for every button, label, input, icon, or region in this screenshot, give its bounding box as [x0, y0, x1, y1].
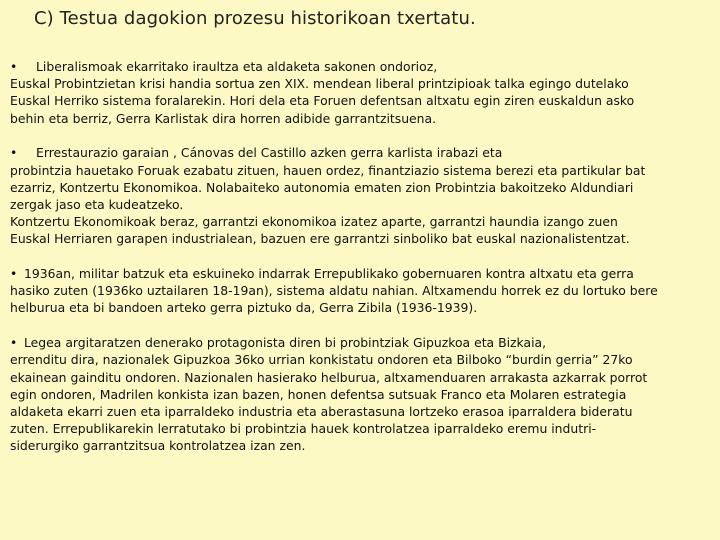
paragraph-line: egin ondoren, Madrilen konkista izan bazen, honen defentsa sutsuak Franco eta Molaren estrategia: [10, 386, 627, 402]
paragraph-line: behin eta berriz, Gerra Karlistak dira horren adibide garrantzitsuena.: [10, 110, 437, 126]
paragraph-line: Euskal Herriko sistema foralarekin. Hori dela eta Foruen defentsan altxatu egin ziren euskaldun asko: [10, 93, 635, 109]
line-text: Legea argitaratzen denerako protagonista diren bi probintziak Gipuzkoa eta Bizkaia,: [24, 335, 547, 351]
paragraph-line: helburua eta bi bandoen arteko gerra piztuko da, Gerra Zibila (1936-1939).: [10, 300, 478, 316]
line-text: 1936an, militar batzuk eta eskuineko indarrak Errepublikako gobernuaren kontra altxatu eta gerra: [24, 266, 634, 282]
paragraph-line: aldaketa ekarri zuen eta iparraldeko industria eta aberastasuna lortzeko erasoa iparraldera bideratu: [10, 403, 633, 419]
paragraph-liberalism: [10, 58, 710, 127]
paragraph-line: siderurgiko garrantzitsua kontrolatzea izan zen.: [10, 438, 306, 454]
paragraph-line: ekainean gainditu ondoren. Nazionalen hasierako helburua, altxamenduaren arrakasta azkarrak porrot: [10, 369, 648, 385]
paragraph-line: [10, 265, 710, 282]
bullet-icon: •: [10, 335, 18, 351]
paragraph-civil-war: [10, 265, 710, 317]
slide-title: C) Testua dagokion prozesu historikoan txertatu.: [34, 8, 476, 29]
paragraph-line: [10, 334, 710, 351]
paragraph-line: Euskal Probintzietan krisi handia sortua zen XIX. mendean liberal printzipioak talka egingo dutelako: [10, 76, 629, 92]
paragraph-line: zergak jaso eta kudeatzeko.: [10, 196, 184, 212]
paragraph-law: [10, 334, 710, 454]
bullet-icon: •: [10, 59, 18, 74]
paragraph-line: ezarriz, Kontzertu Ekonomikoa. Nolabaiteko autonomia ematen zion Probintzia bakoitzeko Aldundiari: [10, 179, 634, 195]
paragraph-line: zuten. Errepublikarekin lerratutako bi probintzia hauek kontrolatzea iparraldeko eremu indutri-: [10, 421, 597, 437]
line-text: Errestaurazio garaian , Cánovas del Castillo azken gerra karlista irabazi eta: [36, 145, 503, 161]
paragraph-line: Kontzertu Ekonomikoak beraz, garrantzi ekonomikoa izatez aparte, garrantzi haundia izango zuen: [10, 214, 618, 230]
paragraph-line: probintzia hauetako Foruak ezabatu zituen, hauen ordez, finantziazio sistema berezi eta partikular bat: [10, 162, 646, 178]
paragraph-line: errenditu dira, nazionalek Gipuzkoa 36ko urrian konkistatu ondoren eta Bilboko “burdin gerria” 27ko: [10, 352, 633, 368]
paragraph-line: [10, 58, 710, 75]
paragraph-line: hasiko zuten (1936ko uztailaren 18-19an), sistema aldatu nahian. Altxamendu horrek ez du lortuko bere: [10, 283, 658, 299]
bullet-icon: •: [10, 266, 18, 282]
paragraph-line: [10, 144, 710, 161]
line-text: Liberalismoak ekarritako iraultza eta aldaketa sakonen ondorioz,: [36, 59, 438, 74]
bullet-icon: •: [10, 145, 18, 161]
paragraph-line: Euskal Herriaren garapen industrialean, bazuen ere garrantzi sinboliko bat euskal nazionalistentzat.: [10, 231, 630, 247]
slide-body: [10, 58, 710, 455]
paragraph-restoration: [10, 144, 710, 247]
